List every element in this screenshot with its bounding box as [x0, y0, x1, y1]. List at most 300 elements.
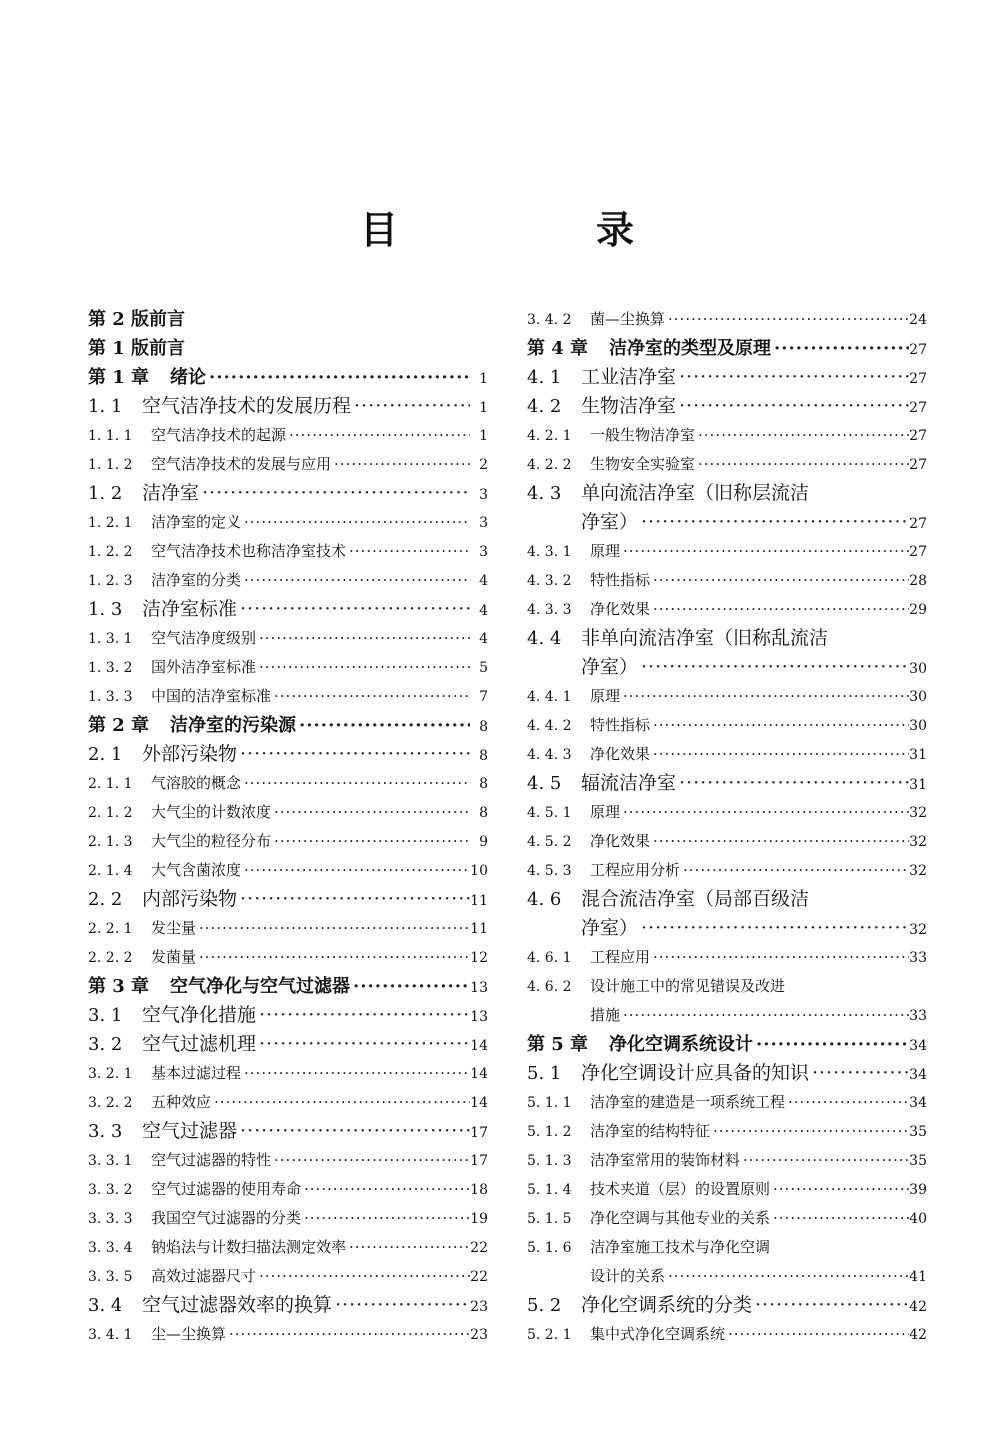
toc-leader-dots	[256, 1030, 470, 1059]
toc-entry-page: 3	[479, 515, 488, 531]
toc-entry-title: 洁净室的结构特征	[590, 1122, 711, 1140]
toc-entry-page: 27	[909, 516, 927, 532]
toc-entry-title-continued: 净室）	[581, 511, 639, 533]
toc-entry-number: 1. 1	[88, 396, 123, 417]
toc-entry-title: 生物安全实验室	[590, 455, 696, 473]
toc-entry[interactable]	[527, 392, 927, 421]
toc-entry[interactable]	[88, 827, 488, 856]
toc-entry-number: 4. 4. 1	[527, 689, 572, 705]
toc-entry[interactable]	[88, 363, 488, 392]
toc-entry-title: 原理	[590, 803, 621, 821]
toc-entry-number: 第 2 版前言	[88, 309, 186, 330]
toc-entry[interactable]	[527, 827, 927, 856]
toc-entry[interactable]	[527, 972, 927, 1030]
toc-entry-number: 4. 3. 2	[527, 573, 572, 589]
toc-entry-title: 五种效应	[151, 1093, 212, 1111]
toc-entry-number: 4. 2. 1	[527, 428, 572, 444]
toc-entry[interactable]	[527, 479, 927, 537]
toc-entry-line	[527, 363, 927, 392]
toc-entry-page: 8	[479, 748, 488, 764]
toc-leader-dots	[286, 421, 470, 450]
toc-entry[interactable]	[88, 537, 488, 566]
toc-entry-title: 空气过滤机理	[142, 1033, 257, 1055]
toc-entry[interactable]	[527, 1291, 927, 1320]
toc-entry-title: 生物洁净室	[581, 395, 677, 417]
toc-leader-dots	[753, 1030, 909, 1059]
toc-leader-dots	[650, 566, 909, 595]
toc-entry[interactable]	[527, 1059, 927, 1088]
toc-entry-title: 气溶胶的概念	[151, 774, 242, 792]
toc-entry-line	[527, 1262, 927, 1291]
toc-entry[interactable]	[527, 1117, 927, 1146]
toc-entry-number: 5. 1. 2	[527, 1124, 572, 1140]
toc-leader-dots	[620, 537, 909, 566]
toc-entry[interactable]	[527, 1030, 927, 1059]
toc-entry-title: 集中式净化空调系统	[590, 1325, 726, 1343]
toc-entry-line	[527, 421, 927, 450]
toc-entry-number: 1. 3. 3	[88, 689, 133, 705]
toc-leader-dots	[650, 740, 909, 769]
toc-entry-title: 空气洁净技术的发展与应用	[151, 455, 332, 473]
toc-entry[interactable]	[88, 740, 488, 769]
toc-entry-title: 基本过滤过程	[151, 1064, 242, 1082]
toc-entry-title: 工业洁净室	[581, 366, 677, 388]
toc-entry[interactable]	[527, 769, 927, 798]
toc-entry[interactable]	[88, 508, 488, 537]
toc-entry-line	[527, 392, 927, 421]
toc-entry-number: 第 5 章	[527, 1034, 589, 1055]
toc-entry-page: 23	[470, 1327, 488, 1343]
toc-entry-page: 34	[909, 1067, 927, 1083]
toc-entry-number: 1. 2. 2	[88, 544, 133, 560]
toc-entry-page: 28	[909, 573, 927, 589]
toc-entry-line	[88, 798, 488, 827]
toc-leader-dots	[301, 1204, 470, 1233]
toc-entry-page: 31	[909, 747, 927, 763]
toc-entry[interactable]	[88, 421, 488, 450]
toc-entry[interactable]	[88, 1262, 488, 1291]
toc-entry-line	[88, 595, 488, 624]
toc-leader-dots	[237, 1117, 470, 1146]
toc-entry[interactable]	[88, 305, 488, 334]
toc-entry[interactable]	[88, 711, 488, 740]
toc-entry-title: 空气过滤器的使用寿命	[151, 1180, 302, 1198]
toc-entry[interactable]	[527, 1175, 927, 1204]
toc-entry-line	[88, 1175, 488, 1204]
toc-entry[interactable]	[527, 885, 927, 943]
toc-entry-number: 第 2 章	[88, 715, 150, 736]
toc-leader-dots	[650, 711, 909, 740]
toc-entry[interactable]	[527, 363, 927, 392]
toc-entry-title: 空气过滤器	[142, 1120, 238, 1142]
toc-entry-title: 工程应用	[590, 948, 651, 966]
toc-entry-line	[88, 479, 488, 508]
toc-entry-number: 4. 3. 1	[527, 544, 572, 560]
toc-entry-page: 22	[470, 1240, 488, 1256]
toc-entry-line	[527, 653, 927, 682]
toc-entry-page: 1	[479, 428, 488, 444]
toc-entry-title: 空气洁净技术也称洁净室技术	[151, 542, 347, 560]
toc-entry-line	[88, 914, 488, 943]
toc-entry[interactable]	[88, 1291, 488, 1320]
toc-entry-page: 22	[470, 1269, 488, 1285]
toc-entry[interactable]	[527, 595, 927, 624]
toc-entry-number: 3. 3. 4	[88, 1240, 133, 1256]
toc-entry-page: 5	[479, 660, 488, 676]
toc-entry-line	[88, 1059, 488, 1088]
toc-entry-number: 3. 1	[88, 1005, 123, 1026]
toc-entry[interactable]	[88, 334, 488, 363]
toc-entry-number: 2. 2	[88, 889, 123, 910]
toc-entry-number: 1. 3	[88, 599, 123, 620]
toc-entry-title: 工程应用分析	[590, 861, 681, 879]
toc-entry[interactable]	[88, 856, 488, 885]
toc-entry[interactable]	[88, 1088, 488, 1117]
toc-entry-page: 11	[470, 921, 488, 937]
toc-entry-line	[527, 682, 927, 711]
toc-entry-page: 30	[909, 689, 927, 705]
toc-leader-dots	[740, 1146, 909, 1175]
toc-entry-number: 1. 2. 3	[88, 573, 133, 589]
toc-entry[interactable]	[527, 1320, 927, 1349]
toc-leader-dots	[770, 1175, 909, 1204]
toc-leader-dots	[650, 595, 909, 624]
toc-entry-number: 3. 3. 1	[88, 1153, 133, 1169]
toc-entry-page: 32	[909, 834, 927, 850]
toc-entry-title: 洁净室的污染源	[170, 715, 296, 736]
toc-entry-title-continued: 净室）	[581, 656, 639, 678]
toc-entry[interactable]	[88, 653, 488, 682]
toc-entry[interactable]	[88, 566, 488, 595]
toc-leader-dots	[620, 798, 909, 827]
toc-entry-page: 7	[479, 689, 488, 705]
toc-entry-line	[527, 450, 927, 479]
toc-leader-dots	[725, 1320, 909, 1349]
toc-leader-dots	[346, 537, 470, 566]
toc-entry-title: 大气含菌浓度	[151, 861, 242, 879]
toc-entry-page: 8	[479, 776, 488, 792]
toc-entry-line	[88, 1146, 488, 1175]
toc-leader-dots	[638, 914, 909, 943]
toc-entry-page: 29	[909, 602, 927, 618]
toc-entry[interactable]	[88, 624, 488, 653]
toc-entry-number: 4. 5. 1	[527, 805, 572, 821]
toc-entry-title: 尘—尘换算	[151, 1325, 227, 1343]
toc-entry-line	[527, 537, 927, 566]
toc-leader-dots	[241, 769, 470, 798]
toc-entry[interactable]	[88, 885, 488, 914]
toc-entry[interactable]	[88, 798, 488, 827]
toc-entry-page: 4	[479, 603, 488, 619]
toc-entry-title: 特性指标	[590, 571, 651, 589]
toc-entry-line	[88, 1262, 488, 1291]
toc-entry-number: 5. 1. 1	[527, 1095, 572, 1111]
toc-leader-dots	[211, 1088, 470, 1117]
toc-leader-dots	[237, 740, 470, 769]
toc-entry-number: 4. 3	[527, 483, 562, 504]
toc-entry-number: 2. 1. 3	[88, 834, 133, 850]
toc-entry-page: 11	[470, 893, 488, 909]
toc-entry[interactable]	[527, 1146, 927, 1175]
toc-entry[interactable]	[527, 856, 927, 885]
toc-entry-number: 3. 3	[88, 1121, 123, 1142]
toc-entry[interactable]	[88, 1175, 488, 1204]
toc-entry[interactable]	[527, 1088, 927, 1117]
toc-entry[interactable]	[527, 1204, 927, 1233]
toc-entry-line	[527, 769, 927, 798]
toc-entry-page: 27	[909, 457, 927, 473]
toc-entry-line	[88, 856, 488, 885]
toc-entry-title: 净化空调系统设计	[609, 1034, 753, 1055]
toc-entry-page: 14	[470, 1038, 488, 1054]
toc-entry[interactable]	[527, 334, 927, 363]
toc-entry-page: 3	[479, 544, 488, 560]
toc-entry-line	[88, 363, 488, 392]
toc-entry-page: 27	[909, 342, 927, 358]
toc-leader-dots	[226, 1320, 470, 1349]
page-title: 目 录	[359, 208, 714, 252]
toc-entry-number: 第 3 章	[88, 976, 150, 997]
toc-entry-line	[527, 1001, 927, 1030]
toc-leader-dots	[695, 421, 909, 450]
toc-entry-page: 32	[909, 922, 927, 938]
toc-entry-title: 净化效果	[590, 600, 651, 618]
toc-entry[interactable]	[527, 682, 927, 711]
toc-entry-line	[527, 856, 927, 885]
toc-entry-line	[527, 711, 927, 740]
toc-entry-line	[527, 1088, 927, 1117]
toc-entry-number: 2. 2. 1	[88, 921, 133, 937]
toc-leader-dots	[241, 1059, 470, 1088]
toc-entry-title: 大气尘的粒径分布	[151, 832, 272, 850]
toc-leader-dots	[237, 595, 470, 624]
toc-entry[interactable]	[88, 1146, 488, 1175]
toc-entry-number: 4. 3. 3	[527, 602, 572, 618]
toc-entry-page: 18	[470, 1182, 488, 1198]
toc-entry-line	[527, 1204, 927, 1233]
toc-entry-title: 净化空调系统的分类	[581, 1294, 753, 1316]
toc-entry-number: 3. 2. 2	[88, 1095, 133, 1111]
toc-entry-number: 4. 6. 1	[527, 950, 572, 966]
toc-leader-dots	[241, 856, 470, 885]
toc-entry-page: 2	[479, 457, 488, 473]
toc-leader-dots	[710, 1117, 909, 1146]
toc-entry-title: 空气净化措施	[142, 1004, 257, 1026]
toc-entry-number: 2. 1. 4	[88, 863, 133, 879]
toc-entry-page: 14	[470, 1095, 488, 1111]
toc-leader-dots	[350, 972, 470, 1001]
toc-entry-page: 35	[909, 1124, 927, 1140]
toc-entry-title: 净化效果	[590, 745, 651, 763]
toc-entry[interactable]	[88, 769, 488, 798]
toc-entry-line	[88, 1320, 488, 1349]
toc-leader-dots	[301, 1175, 470, 1204]
toc-entry[interactable]	[88, 682, 488, 711]
toc-entry-line	[88, 334, 488, 363]
toc-entry-title: 洁净室的建造是一项系统工程	[590, 1093, 786, 1111]
toc-entry-title: 高效过滤器尺寸	[151, 1267, 257, 1285]
toc-entry-line	[88, 537, 488, 566]
toc-entry[interactable]	[88, 1117, 488, 1146]
toc-entry-line	[527, 972, 927, 1001]
toc-entry-page: 31	[909, 777, 927, 793]
toc-entry-number: 3. 3. 3	[88, 1211, 133, 1227]
toc-entry-line	[88, 421, 488, 450]
toc-entry-line	[88, 508, 488, 537]
toc-entry-page: 32	[909, 805, 927, 821]
toc-entry-number: 3. 4. 2	[527, 312, 572, 328]
toc-entry[interactable]	[88, 479, 488, 508]
toc-entry-page: 23	[470, 1299, 488, 1315]
toc-entry-line	[527, 1291, 927, 1320]
toc-entry-line	[527, 885, 927, 914]
toc-entry-number: 5. 1. 6	[527, 1240, 572, 1256]
toc-leader-dots	[695, 450, 909, 479]
toc-entry-title: 国外洁净室标准	[151, 658, 257, 676]
toc-entry-title: 洁净室的定义	[151, 513, 242, 531]
toc-entry-title: 内部污染物	[142, 888, 238, 910]
toc-entry-page: 27	[909, 544, 927, 560]
toc-leader-dots	[650, 827, 909, 856]
toc-entry-title: 空气过滤器的特性	[151, 1151, 272, 1169]
toc-leader-dots	[785, 1088, 909, 1117]
toc-entry-line	[88, 1030, 488, 1059]
toc-entry[interactable]	[88, 1030, 488, 1059]
toc-entry-title: 钠焰法与计数扫描法测定效率	[151, 1238, 347, 1256]
toc-entry-page: 19	[470, 1211, 488, 1227]
toc-entry[interactable]	[527, 711, 927, 740]
toc-entry-title: 单向流洁净室（旧称层流洁	[581, 482, 810, 504]
toc-entry-line	[88, 1204, 488, 1233]
toc-leader-dots	[271, 798, 470, 827]
toc-entry-number: 2. 1	[88, 744, 123, 765]
toc-entry[interactable]	[527, 943, 927, 972]
toc-entry[interactable]	[527, 624, 927, 682]
toc-leader-dots	[196, 943, 470, 972]
toc-entry-line	[88, 566, 488, 595]
toc-entry-line	[527, 566, 927, 595]
toc-entry-number: 5. 2. 1	[527, 1327, 572, 1343]
toc-entry-title: 空气洁净技术的发展历程	[142, 395, 352, 417]
toc-entry-number: 1. 1. 1	[88, 428, 133, 444]
toc-entry-number: 第 1 版前言	[88, 338, 186, 359]
toc-entry-page: 1	[479, 371, 488, 387]
toc-entry-line	[527, 827, 927, 856]
toc-entry-page: 13	[470, 1009, 488, 1025]
toc-entry-title-continued: 净室）	[581, 917, 639, 939]
toc-leader-dots	[680, 856, 909, 885]
toc-entry-page: 33	[909, 1008, 927, 1024]
toc-entry-page: 4	[479, 573, 488, 589]
toc-entry-page: 42	[909, 1327, 927, 1343]
toc-entry-page: 4	[479, 631, 488, 647]
toc-leader-dots	[809, 1059, 909, 1088]
toc-entry[interactable]	[527, 1233, 927, 1291]
toc-entry-line	[88, 305, 488, 334]
toc-entry[interactable]	[527, 537, 927, 566]
toc-entry-page: 12	[470, 950, 488, 966]
toc-entry-line	[527, 740, 927, 769]
toc-entry[interactable]	[527, 421, 927, 450]
toc-entry-number: 第 4 章	[527, 338, 589, 359]
toc-entry-line	[88, 682, 488, 711]
toc-entry-title: 我国空气过滤器的分类	[151, 1209, 302, 1227]
toc-entry-number: 5. 1. 4	[527, 1182, 572, 1198]
toc-entry-page: 34	[909, 1095, 927, 1111]
toc-entry-line	[527, 508, 927, 537]
toc-entry[interactable]	[88, 1059, 488, 1088]
toc-entry[interactable]	[88, 943, 488, 972]
toc-entry[interactable]	[88, 972, 488, 1001]
toc-entry-page: 33	[909, 950, 927, 966]
toc-entry-number: 4. 5. 3	[527, 863, 572, 879]
toc-leader-dots	[256, 653, 470, 682]
toc-entry-line	[527, 1117, 927, 1146]
toc-entry[interactable]	[88, 1320, 488, 1349]
toc-leader-dots	[620, 1001, 909, 1030]
toc-entry[interactable]	[88, 1233, 488, 1262]
toc-entry-number: 5. 1	[527, 1063, 562, 1084]
toc-entry-number: 4. 4. 2	[527, 718, 572, 734]
toc-leader-dots	[241, 508, 470, 537]
toc-leader-dots	[676, 392, 909, 421]
toc-entry-page: 17	[470, 1125, 488, 1141]
toc-entry[interactable]	[88, 1204, 488, 1233]
toc-entry-line	[88, 450, 488, 479]
toc-entry[interactable]	[88, 595, 488, 624]
toc-entry[interactable]	[527, 450, 927, 479]
toc-leader-dots	[271, 827, 470, 856]
toc-entry[interactable]	[88, 392, 488, 421]
toc-entry-title: 大气尘的计数浓度	[151, 803, 272, 821]
toc-entry[interactable]	[88, 450, 488, 479]
toc-entry[interactable]	[527, 798, 927, 827]
toc-entry-line	[527, 1030, 927, 1059]
toc-entry-number: 1. 3. 1	[88, 631, 133, 647]
toc-entry-title: 空气净化与空气过滤器	[170, 976, 350, 997]
toc-leader-dots	[665, 305, 909, 334]
toc-entry[interactable]	[527, 740, 927, 769]
toc-entry-title: 技术夹道（层）的设置原则	[590, 1180, 771, 1198]
toc-leader-dots	[676, 363, 909, 392]
toc-leader-dots	[346, 1233, 470, 1262]
toc-entry-title: 发尘量	[151, 919, 197, 937]
toc-entry-page: 14	[470, 1066, 488, 1082]
toc-entry-page: 34	[909, 1038, 927, 1054]
toc-entry-page: 27	[909, 428, 927, 444]
toc-entry-line	[527, 334, 927, 363]
toc-entry-page: 9	[479, 834, 488, 850]
toc-entry[interactable]	[88, 1001, 488, 1030]
toc-entry-title: 洁净室的类型及原理	[609, 338, 771, 359]
toc-entry[interactable]	[88, 914, 488, 943]
toc-entry[interactable]	[527, 566, 927, 595]
toc-leader-dots	[271, 1146, 470, 1175]
toc-leader-dots	[752, 1291, 909, 1320]
toc-entry-page: 41	[909, 1269, 927, 1285]
toc-leader-dots	[771, 334, 909, 363]
toc-entry-line	[527, 305, 927, 334]
toc-entry-title: 特性指标	[590, 716, 651, 734]
toc-entry-title: 发菌量	[151, 948, 197, 966]
toc-entry-title-continued: 措施	[590, 1006, 621, 1024]
toc-entry-line	[527, 1146, 927, 1175]
toc-entry-page: 3	[479, 487, 488, 503]
toc-entry-number: 1. 2	[88, 483, 123, 504]
toc-entry-line	[527, 1059, 927, 1088]
toc-entry[interactable]	[527, 305, 927, 334]
toc-entry-title: 净化效果	[590, 832, 651, 850]
